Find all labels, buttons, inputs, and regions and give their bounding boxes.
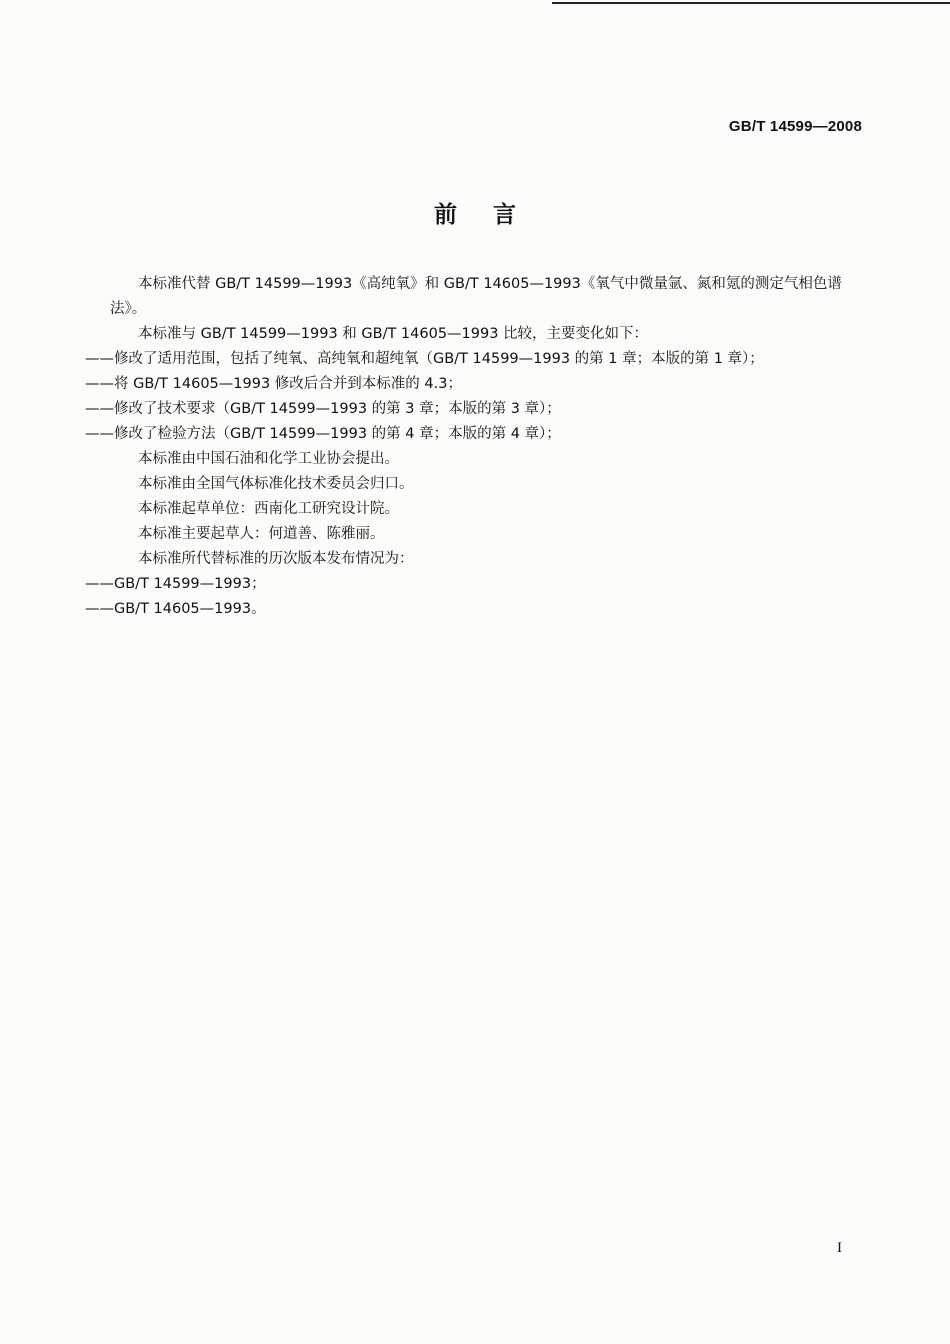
page-number: I (837, 1240, 842, 1256)
history-item-14605: ——GB/T 14605—1993。 (85, 601, 266, 617)
paragraph-proposed-by: 本标准由中国石油和化学工业协会提出。 (138, 451, 399, 467)
standard-code: GB/T 14599—2008 (728, 118, 862, 135)
change-item-requirements: ——修改了技术要求（GB/T 14599—1993 的第 3 章；本版的第 3 章）； (85, 401, 561, 417)
top-rule (552, 2, 950, 4)
paragraph-drafting-unit: 本标准起草单位：西南化工研究设计院。 (138, 501, 399, 517)
foreword-body (85, 272, 862, 622)
history-item-14599: ——GB/T 14599—1993； (85, 576, 266, 592)
paragraph-replaces: 本标准代替 GB/T 14599—1993《高纯氧》和 GB/T 14605—1993《氧气中微量氩、氮和氪的测定气相色谱法》。 (110, 276, 842, 317)
change-item-merge: ——将 GB/T 14605—1993 修改后合并到本标准的 4.3； (85, 376, 462, 392)
change-item-methods: ——修改了检验方法（GB/T 14599—1993 的第 4 章；本版的第 4 章）； (85, 426, 561, 442)
paragraph-drafters: 本标准主要起草人：何道善、陈雅丽。 (138, 526, 385, 542)
paragraph-comparison: 本标准与 GB/T 14599—1993 和 GB/T 14605—1993 比较，主要变化如下： (138, 326, 649, 342)
page-title: 前言 (434, 202, 552, 228)
change-item-scope: ——修改了适用范围，包括了纯氧、高纯氧和超纯氧（GB/T 14599—1993 的第 1 章；本版的第 1 章）； (85, 351, 764, 367)
paragraph-history: 本标准所代替标准的历次版本发布情况为： (138, 551, 414, 567)
paragraph-under-jurisdiction: 本标准由全国气体标准化技术委员会归口。 (138, 476, 414, 492)
